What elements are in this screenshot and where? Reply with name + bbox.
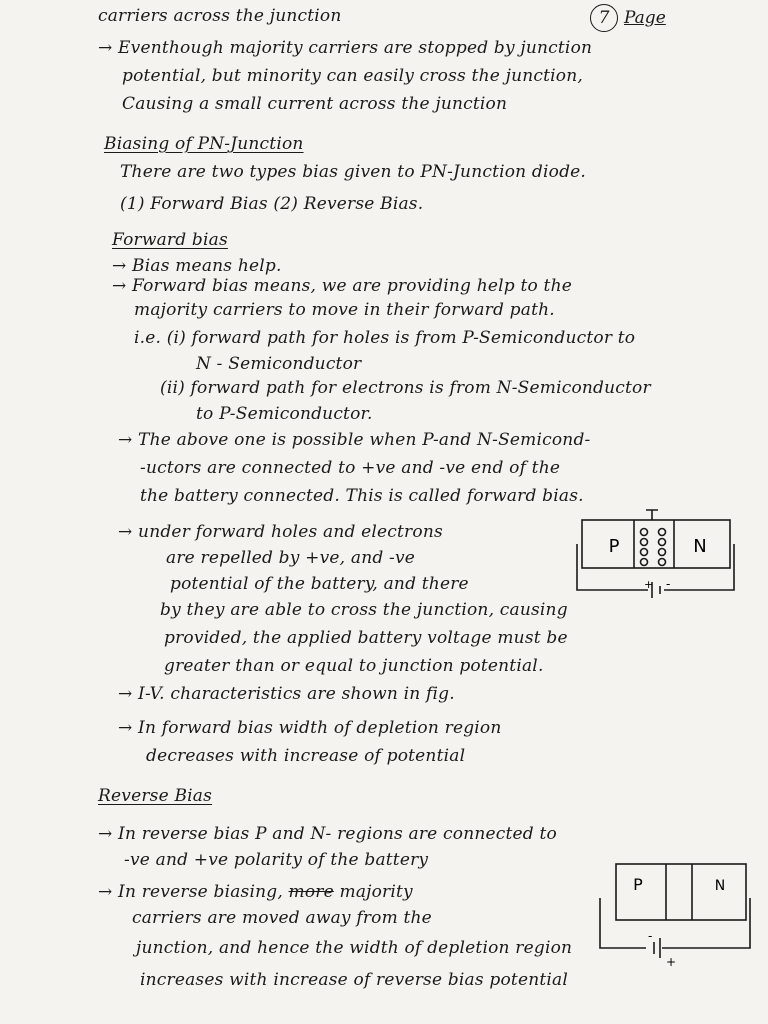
page-number: 7 bbox=[590, 4, 618, 32]
text-line: are repelled by +ve, and -ve bbox=[166, 548, 416, 568]
text-line: i.e. (i) forward path for holes is from P-Semiconductor to bbox=[134, 328, 636, 348]
line-end: majority bbox=[339, 882, 413, 902]
forward-bias-diagram bbox=[574, 508, 740, 600]
battery-plus: + bbox=[644, 578, 654, 591]
text-line: the battery connected. This is called forward bias. bbox=[140, 486, 584, 506]
text-line: potential, but minority can easily cross the junction, bbox=[122, 66, 583, 86]
battery-minus: - bbox=[666, 577, 671, 591]
text-line: increases with increase of reverse bias potential bbox=[140, 970, 569, 990]
struck-word: more bbox=[288, 882, 334, 902]
text-line: (1) Forward Bias (2) Reverse Bias. bbox=[120, 194, 424, 214]
depletion-charges bbox=[641, 529, 666, 566]
section-heading: Forward bias bbox=[112, 230, 228, 250]
line-start: → In reverse biasing, bbox=[98, 882, 283, 902]
section-heading: Biasing of PN-Junction bbox=[104, 134, 304, 154]
text-line: N - Semiconductor bbox=[196, 354, 362, 374]
wire-right bbox=[662, 898, 750, 948]
text-line: majority carriers to move in their forward path. bbox=[134, 300, 555, 320]
pn-block-outline bbox=[582, 520, 730, 568]
text-line: → Bias means help. bbox=[112, 256, 282, 276]
text-line: Causing a small current across the junction bbox=[122, 94, 508, 114]
text-line: -ve and +ve polarity of the battery bbox=[124, 850, 429, 870]
p-region-label: P bbox=[633, 875, 643, 894]
text-line: → The above one is possible when P-and N-Semicond- bbox=[118, 430, 591, 450]
text-line: → In forward bias width of depletion region bbox=[118, 718, 502, 738]
text-line: (ii) forward path for electrons is from N-Semiconductor bbox=[160, 378, 651, 398]
battery-plus: + bbox=[666, 955, 677, 968]
text-line: by they are able to cross the junction, causing bbox=[160, 600, 568, 620]
text-line: to P-Semiconductor. bbox=[196, 404, 373, 424]
text-line: carriers across the junction bbox=[98, 6, 342, 26]
junction-marker bbox=[646, 510, 658, 520]
text-line: → Eventhough majority carriers are stopped by junction bbox=[98, 38, 593, 58]
text-line: provided, the applied battery voltage must be bbox=[164, 628, 568, 648]
p-region-label: P bbox=[608, 536, 620, 557]
n-region-label: N bbox=[714, 878, 726, 894]
text-line: potential of the battery, and there bbox=[170, 574, 469, 594]
wire-left bbox=[600, 898, 646, 948]
text-line: carriers are moved away from the bbox=[132, 908, 432, 928]
page-marker bbox=[590, 4, 666, 32]
text-line: → Forward bias means, we are providing help to the bbox=[112, 276, 572, 296]
text-line: junction, and hence the width of depletion region bbox=[136, 938, 573, 958]
section-heading: Reverse Bias bbox=[98, 786, 213, 806]
text-line: → I-V. characteristics are shown in fig. bbox=[118, 684, 455, 704]
text-line: greater than or equal to junction potential. bbox=[164, 656, 544, 676]
text-line: -uctors are connected to +ve and -ve end of the bbox=[140, 458, 561, 478]
text-line: → under forward holes and electrons bbox=[118, 522, 443, 542]
battery-minus: - bbox=[648, 929, 653, 943]
text-line: There are two types bias given to PN-Junction diode. bbox=[120, 162, 587, 182]
text-line: decreases with increase of potential bbox=[146, 746, 466, 766]
page-label: Page bbox=[624, 8, 666, 28]
n-region-label: N bbox=[693, 536, 707, 557]
reverse-bias-diagram bbox=[596, 858, 756, 968]
text-line: → In reverse bias P and N- regions are connected to bbox=[98, 824, 557, 844]
text-line bbox=[98, 882, 413, 902]
